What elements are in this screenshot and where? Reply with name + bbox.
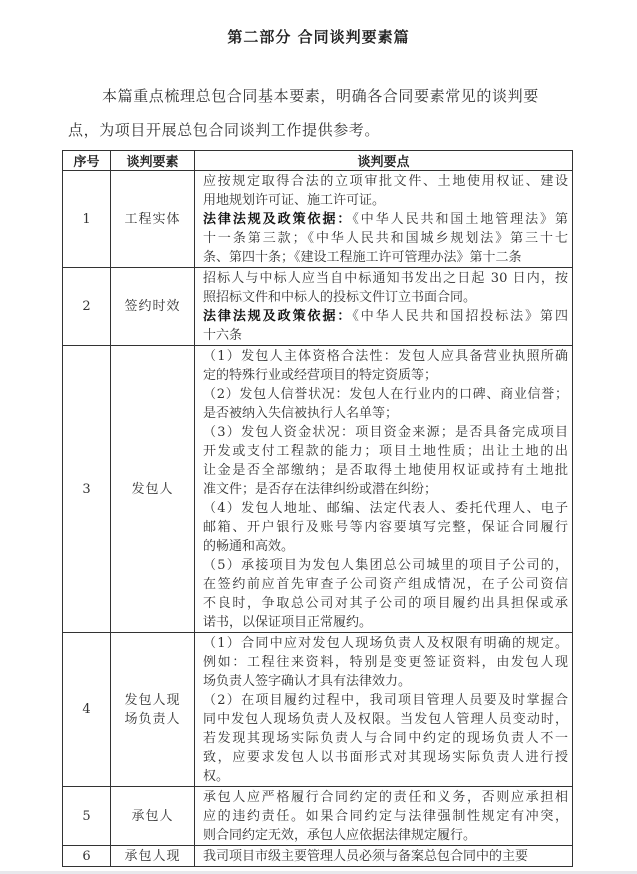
point-text: 邮箱、开户银行及账号等内容要填写完整，保证合同履行 — [203, 520, 568, 535]
point-line — [203, 575, 568, 594]
point-line — [203, 461, 568, 480]
point-text: 开发或支付工程款的能力；项目土地性质；出让土地的出 — [203, 444, 568, 459]
point-line — [203, 807, 568, 826]
point-line — [203, 729, 568, 748]
table-row — [63, 268, 573, 346]
point-line — [203, 499, 568, 518]
point-text: 诺书，以保证项目正常履约。 — [203, 615, 373, 630]
point-line — [203, 480, 568, 499]
row-number: 6 — [63, 846, 111, 867]
legal-basis-label: 法律法规及政策依据： — [203, 309, 353, 324]
point-line — [203, 767, 568, 786]
point-line — [203, 594, 568, 613]
point-text: （1）发包人主体资格合法性：发包人应具备营业执照所确 — [203, 349, 568, 364]
point-text: 照招标文件和中标人的投标文件订立书面合同。 — [203, 290, 477, 305]
negotiation-element — [111, 346, 195, 633]
point-text: 例如：工程往来资料，特别是变更签证资料，由发包人现 — [203, 655, 568, 670]
point-line — [203, 672, 568, 691]
table-header-row — [63, 151, 573, 171]
header-element: 谈判要素 — [111, 151, 195, 171]
point-line — [203, 191, 568, 210]
negotiation-points — [195, 171, 573, 268]
point-line — [203, 404, 568, 423]
point-line — [203, 288, 568, 307]
table-row — [63, 633, 573, 787]
negotiation-element — [111, 633, 195, 787]
point-text: 权。 — [203, 769, 230, 784]
row-number: 5 — [63, 787, 111, 846]
negotiation-table — [62, 150, 573, 867]
negotiation-points — [195, 346, 573, 633]
point-line — [203, 347, 568, 366]
row-number: 3 — [63, 346, 111, 633]
point-text: 定的特殊行业或经营项目的特定资质等； — [203, 368, 438, 383]
point-line — [203, 172, 568, 191]
point-text: （1）合同中应对发包人现场负责人及权限有明确的规定。 — [203, 636, 568, 651]
point-line — [203, 366, 568, 385]
negotiation-points — [195, 787, 573, 846]
point-line — [203, 748, 568, 767]
element-line: 工程实体 — [124, 211, 181, 227]
point-text: （2）在项目履约过程中，我司项目管理人员要及时掌握合 — [203, 693, 568, 708]
point-text: 《中华人民共和国土地管理法》第 — [352, 212, 568, 227]
point-line — [203, 691, 568, 710]
point-text: 承包人应严格履行合同约定的责任和义务，否则应承担相 — [203, 790, 568, 805]
point-text: 若发现其现场实际负责人与合同中约定的现场负责人不一 — [203, 731, 568, 746]
header-number: 序号 — [63, 151, 111, 171]
element-line: 发包人现 — [124, 692, 181, 708]
point-text: 在签约前应首先审查子公司资产组成情况，在子公司资信 — [203, 577, 568, 592]
point-line — [203, 385, 568, 404]
point-line — [203, 556, 568, 575]
element-line: 发包人 — [131, 481, 174, 497]
point-text: 条、第四十条；《建设工程施工许可管理办法》第十二条 — [203, 250, 522, 265]
element-line: 承包人现 — [124, 848, 181, 864]
row-number: 4 — [63, 633, 111, 787]
table-row — [63, 171, 573, 268]
negotiation-points — [195, 846, 573, 867]
point-line — [203, 210, 568, 229]
point-line — [203, 423, 568, 442]
point-text: 则合同约定无效，承包人应依据法律规定履行。 — [203, 828, 477, 843]
point-text: 的畅通和高效。 — [203, 539, 295, 554]
intro-line-1: 本篇重点梳理总包合同基本要素，明确各合同要素常见的谈判要 — [102, 87, 539, 105]
negotiation-element — [111, 268, 195, 346]
page-title: 第二部分 合同谈判要素篇 — [227, 28, 410, 46]
point-line — [203, 613, 568, 632]
point-line — [203, 269, 568, 288]
element-line: 签约时效 — [124, 299, 181, 314]
point-line — [203, 229, 568, 248]
element-line: 场负责人 — [124, 711, 181, 727]
point-line — [203, 537, 568, 556]
table-row — [63, 346, 573, 633]
point-text: 我司项目市级主要管理人员必须与备案总包合同中的主要 — [203, 849, 529, 864]
row-number: 2 — [63, 268, 111, 346]
point-text: 应按规定取得合法的立项审批文件、土地使用权证、建设 — [203, 174, 568, 189]
point-text: （3）发包人资金状况：项目资金来源；是否具备完成项目 — [203, 425, 568, 440]
point-text: 用地规划许可证、施工许可证。 — [203, 193, 386, 208]
point-text: 招标人与中标人应当自中标通知书发出之日起 30 日内，按 — [203, 271, 568, 286]
point-line — [203, 634, 568, 653]
table-row — [63, 846, 573, 867]
header-points: 谈判要点 — [195, 151, 573, 171]
point-text: 《中华人民共和国招投标法》第四 — [352, 309, 568, 324]
point-text: 不良时，争取总公司对其子公司的项目履约出具担保或承 — [203, 596, 568, 611]
point-text: 十一条第三款；《中华人民共和国城乡规划法》第三十七 — [203, 231, 568, 246]
point-line — [203, 788, 568, 807]
point-line — [203, 326, 568, 345]
point-text: 是否被纳入失信被执行人名单等； — [203, 406, 399, 421]
point-text: （4）发包人地址、邮编、法定代表人、委托代理人、电子 — [203, 501, 568, 516]
point-text: 让金是否全部缴纳；是否取得土地使用权证或持有土地批 — [203, 463, 568, 478]
point-line — [203, 442, 568, 461]
point-line — [203, 847, 568, 866]
negotiation-element — [111, 787, 195, 846]
point-line — [203, 307, 568, 326]
point-line — [203, 518, 568, 537]
point-text: 场负责人签字确认才具有法律效力。 — [203, 674, 412, 689]
table-row — [63, 787, 573, 846]
point-line — [203, 653, 568, 672]
negotiation-points — [195, 633, 573, 787]
point-line — [203, 248, 568, 267]
point-line — [203, 710, 568, 729]
element-line: 承包人 — [131, 808, 174, 824]
intro-line-2: 点，为项目开展总包合同谈判工作提供参考。 — [68, 121, 381, 139]
negotiation-points — [195, 268, 573, 346]
row-number: 1 — [63, 171, 111, 268]
point-text: （5）承接项目为发包人集团总公司城里的项目子公司的， — [203, 558, 568, 573]
point-line — [203, 826, 568, 845]
point-text: 同中发包人现场负责人及权限。当发包人管理人员变动时， — [203, 712, 568, 727]
point-text: 致，应要求发包人以书面形式对其现场实际负责人进行授 — [203, 750, 568, 765]
legal-basis-label: 法律法规及政策依据： — [203, 212, 353, 227]
point-text: （2）发包人信誉状况：发包人在行业内的口碑、商业信誉； — [203, 387, 568, 402]
point-text: 准文件；是否存在法律纠纷或潜在纠纷； — [203, 482, 438, 497]
negotiation-element — [111, 846, 195, 867]
point-text: 十六条 — [203, 328, 243, 343]
point-text: 应的违约责任。如果合同约定与法律强制性规定有冲突， — [203, 809, 568, 824]
negotiation-element — [111, 171, 195, 268]
